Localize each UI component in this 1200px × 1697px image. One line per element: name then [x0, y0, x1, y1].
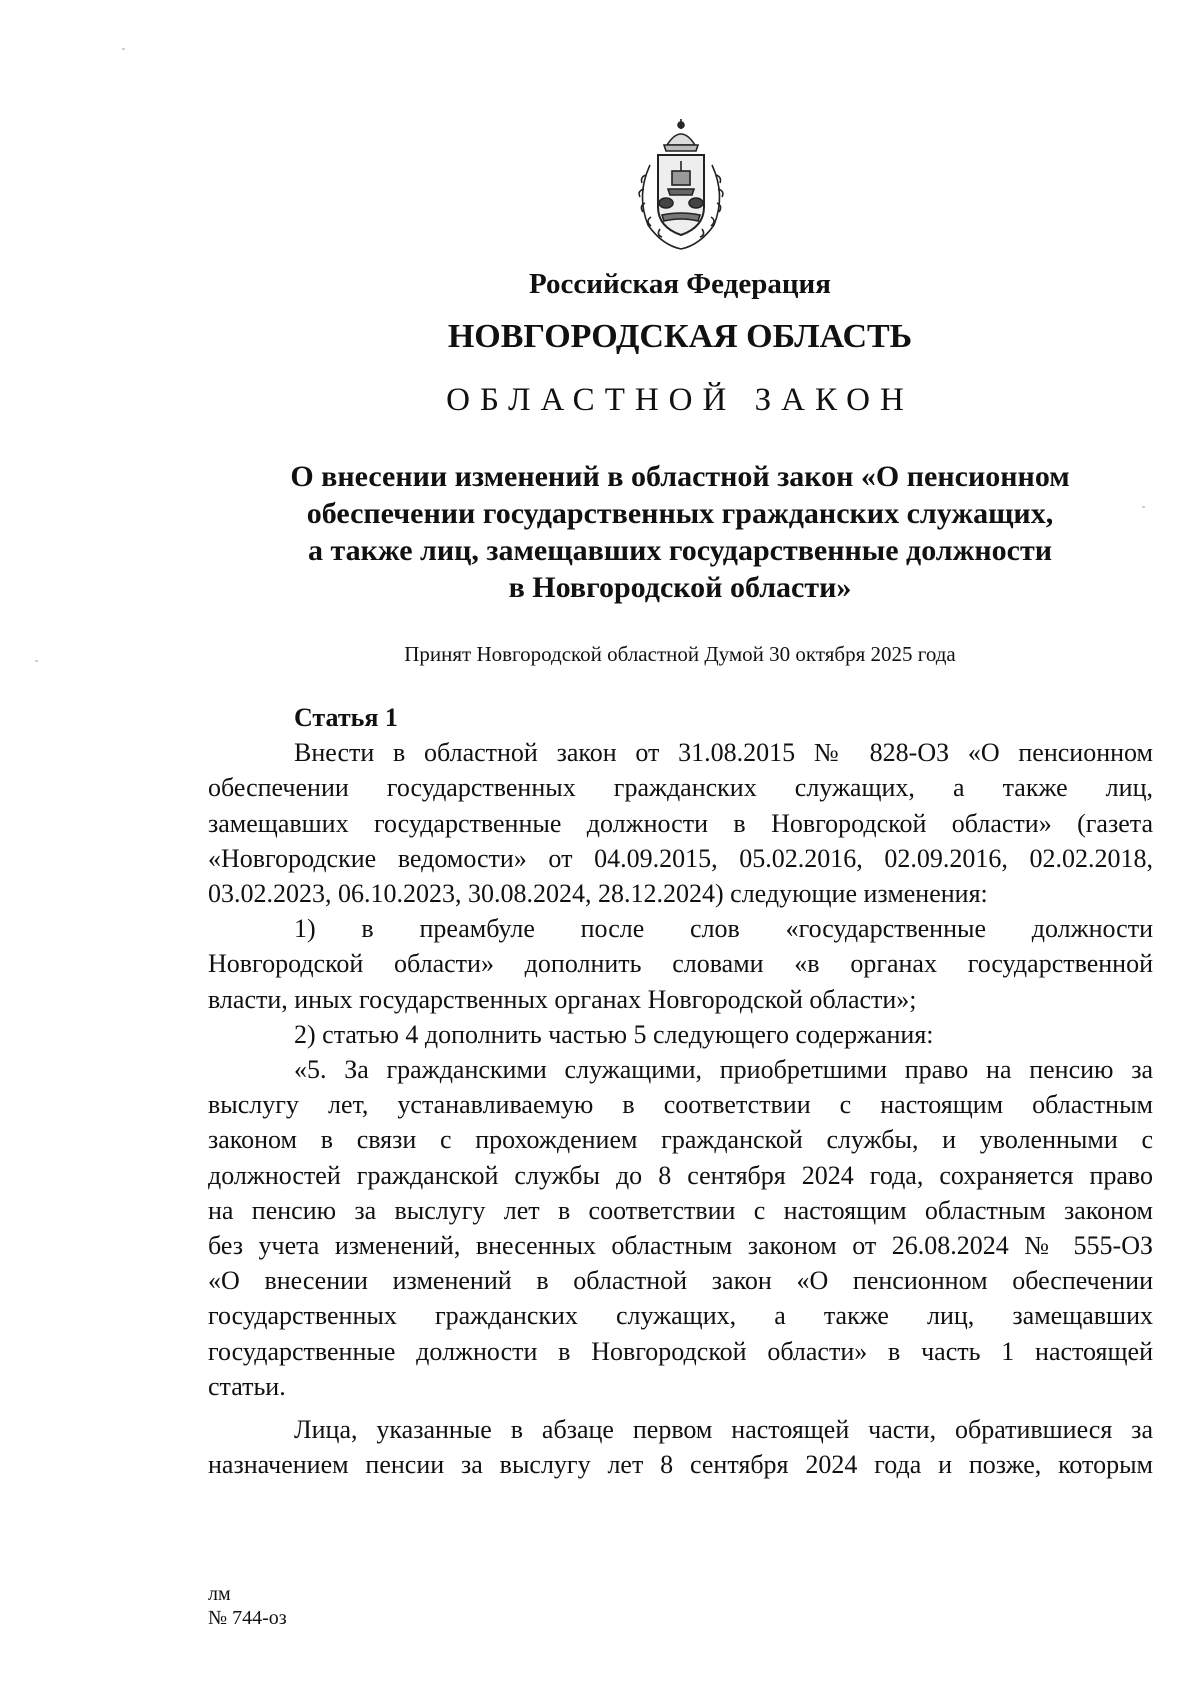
- text-line: власти, иных государственных органах Новгородской области»;: [208, 984, 917, 1014]
- paragraph: [208, 1052, 1153, 1404]
- coat-of-arms-icon: [622, 115, 740, 255]
- text-line: выслугу лет, устанавливаемую в соответствии с настоящим областным: [208, 1090, 1153, 1120]
- title-line: обеспечении государственных гражданских служащих,: [306, 497, 1054, 530]
- text-line: Новгородской области» дополнить словами «в органах государственной: [208, 949, 1153, 979]
- preparer-initials: лм: [208, 1583, 231, 1605]
- text-line: обеспечении государственных гражданских служащих, а также лиц,: [208, 773, 1153, 803]
- country-name: Российская Федерация: [529, 268, 831, 300]
- text-line: замещавших государственные должности в Новгородской области» (газета: [208, 808, 1153, 838]
- text-line: Внести в областной закон от 31.08.2015 № 828-ОЗ «О пенсионном: [294, 738, 1153, 768]
- text-line: 2) статью 4 дополнить частью 5 следующего содержания:: [294, 1019, 934, 1049]
- text-line: должностей гражданской службы до 8 сентября 2024 года, сохраняется право: [208, 1160, 1153, 1190]
- title-line: в Новгородской области»: [508, 571, 852, 604]
- text-line: без учета изменений, внесенных областным законом от 26.08.2024 № 555-ОЗ: [208, 1231, 1153, 1261]
- text-line: «5. За гражданскими служащими, приобретшими право на пенсию за: [294, 1055, 1153, 1085]
- article-body: [208, 700, 1153, 1482]
- paragraph: [208, 911, 1153, 1017]
- law-title: [205, 458, 1155, 606]
- text-line: государственные должности в Новгородской области» в часть 1 настоящей: [208, 1336, 1153, 1366]
- paragraph: [208, 1017, 1153, 1052]
- scan-speck: [35, 660, 38, 662]
- scan-speck: [122, 48, 125, 50]
- text-line: «Новгородские ведомости» от 04.09.2015, 05.02.2016, 02.09.2016, 02.02.2018,: [208, 843, 1153, 873]
- text-line: 1) в преамбуле после слов «государственные должности: [294, 914, 1153, 944]
- law-number: № 744-оз: [208, 1607, 287, 1629]
- text-line: государственных гражданских служащих, а также лиц, замещавших: [208, 1301, 1153, 1331]
- adoption-note: Принят Новгородской областной Думой 30 октября 2025 года: [404, 642, 956, 666]
- paragraph: [208, 735, 1153, 911]
- text-line: «О внесении изменений в областной закон «О пенсионном обеспечении: [208, 1266, 1153, 1296]
- text-line: на пенсию за выслугу лет в соответствии с настоящим областным законом: [208, 1195, 1153, 1225]
- article-heading: Статья 1: [294, 703, 398, 732]
- text-line: 03.02.2023, 06.10.2023, 30.08.2024, 28.12.2024) следующие изменения:: [208, 879, 988, 909]
- paragraph: [208, 1412, 1153, 1482]
- text-line: законом в связи с прохождением гражданской службы, и уволенными с: [208, 1125, 1153, 1155]
- document-type: ОБЛАСТНОЙ ЗАКОН: [446, 382, 914, 418]
- title-line: а также лиц, замещавших государственные должности: [307, 534, 1053, 567]
- document-footer: [208, 1582, 287, 1630]
- text-line: Лица, указанные в абзаце первом настоящей части, обратившиеся за: [294, 1415, 1153, 1445]
- title-line: О внесении изменений в областной закон «О пенсионном: [290, 460, 1070, 493]
- region-name: НОВГОРОДСКАЯ ОБЛАСТЬ: [447, 318, 913, 355]
- text-line: назначением пенсии за выслугу лет 8 сентября 2024 года и позже, которым: [208, 1450, 1153, 1480]
- text-line: статьи.: [208, 1371, 286, 1401]
